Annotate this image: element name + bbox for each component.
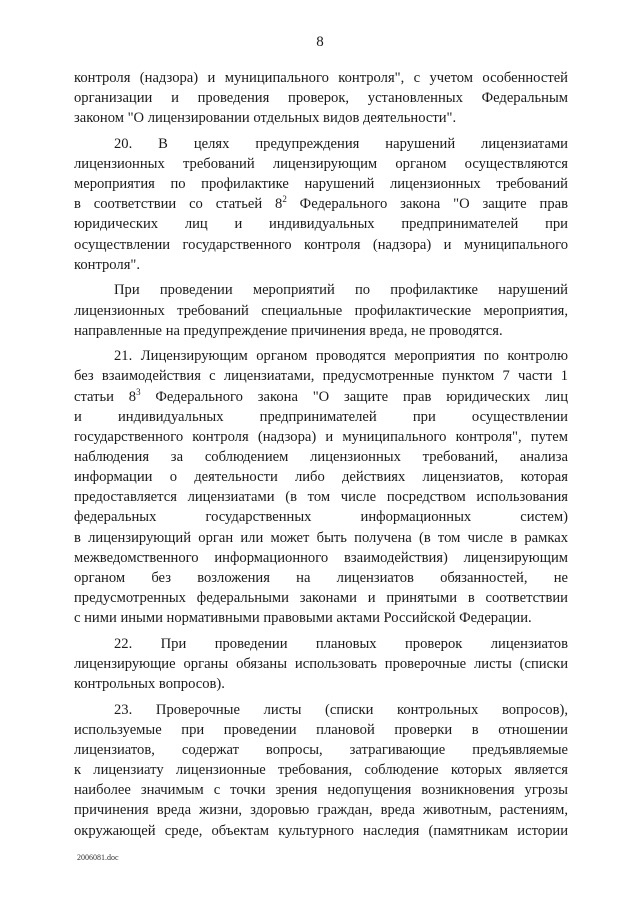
line-text: государственного контроля (надзора) и муниципального контроля", путем [74, 428, 568, 445]
text-line [74, 634, 568, 654]
line-text: 23. Проверочные листы (списки контрольных вопросов), [114, 701, 568, 718]
line-text: без взаимодействия с лицензиатами, предусмотренные пунктом 7 части 1 [74, 368, 568, 385]
line-text-continued: Федерального закона "О защите прав юридических лиц [140, 388, 568, 405]
text-line [74, 255, 568, 275]
text-line [74, 88, 568, 108]
line-text: лицензионных требований лицензирующим органом осуществляются [74, 156, 568, 173]
line-text: лицензирующие органы обязаны использовать проверочные листы (списки [74, 655, 568, 672]
line-text: мероприятия по профилактике нарушений лицензионных требований [74, 176, 568, 193]
line-text: организации и проведения проверок, установленных Федеральным [74, 90, 568, 107]
line-text: 21. Лицензирующим органом проводятся мероприятия по контролю [114, 348, 568, 365]
text-line [74, 507, 568, 527]
superscript: 2 [282, 194, 287, 205]
text-line [74, 387, 568, 407]
line-text: 22. При проведении плановых проверок лицензиатов [114, 635, 568, 652]
line-text: лицензиатов, содержат вопросы, затрагивающие предъявляемые [74, 742, 568, 758]
line-text: окружающей среде, объектам культурного наследия (памятникам истории [74, 822, 568, 839]
paragraph [74, 280, 568, 340]
text-line [74, 608, 568, 628]
line-text: и индивидуальных предпринимателей при осуществлении [74, 408, 568, 425]
line-text: контроля (надзора) и муниципального контроля", с учетом особенностей [74, 70, 568, 86]
text-line [74, 568, 568, 588]
line-text: с ними иными нормативными правовыми актами Российской Федерации. [74, 610, 532, 627]
line-text: законом "О лицензировании отдельных видов деятельности". [74, 110, 457, 127]
line-text: в соответствии со статьей 8 [74, 196, 283, 213]
text-line [74, 301, 568, 321]
line-text: к лицензиату лицензионные требования, соблюдение которых является [74, 762, 568, 779]
text-line [74, 214, 568, 234]
text-line [74, 346, 568, 366]
paragraph [74, 700, 568, 841]
line-text: наблюдения за соблюдением лицензионных требований, анализа [74, 449, 568, 466]
text-line [74, 800, 568, 820]
text-line [74, 674, 568, 694]
line-text: лицензионных требований специальные профилактические мероприятия, [74, 302, 568, 319]
line-text: наиболее значимым с точки зрения недопущения возникновения угрозы [74, 782, 568, 799]
text-line [74, 821, 568, 841]
text-line [74, 528, 568, 548]
text-line [74, 174, 568, 194]
paragraph [74, 134, 568, 275]
text-line [74, 194, 568, 214]
text-line [74, 720, 568, 740]
text-line [74, 780, 568, 800]
paragraph [74, 68, 568, 128]
text-line [74, 154, 568, 174]
text-line [74, 321, 568, 341]
text-line [74, 280, 568, 300]
line-text: предоставляется лицензиатами (в том числе посредством использования [74, 489, 568, 506]
superscript: 3 [136, 386, 141, 397]
text-line [74, 407, 568, 427]
line-text: используемые при проведении плановой проверки в отношении [74, 721, 568, 738]
document-body [74, 68, 568, 841]
page-number: 8 [316, 34, 324, 50]
text-line [74, 134, 568, 154]
line-text: При проведении мероприятий по профилактике нарушений [114, 282, 568, 299]
text-line [74, 760, 568, 780]
file-name-footer: 2006081.doc [77, 853, 119, 862]
line-text-continued: Федерального закона "О защите прав [286, 196, 568, 213]
text-line [74, 654, 568, 674]
text-line [74, 700, 568, 720]
line-text: органом без возложения на лицензиатов обязанностей, не [74, 569, 568, 586]
text-line [74, 548, 568, 568]
line-text: предусмотренных федеральными законами и принятыми в соответствии [74, 590, 568, 607]
line-text: юридических лиц и индивидуальных предпринимателей при [74, 216, 568, 233]
text-line [74, 427, 568, 447]
line-text: осуществлении государственного контроля (надзора) и муниципального [74, 236, 568, 253]
text-line [74, 467, 568, 487]
paragraph [74, 634, 568, 694]
line-text: в лицензирующий орган или может быть получена (в том числе в рамках [74, 529, 568, 546]
line-text: направленные на предупреждение причинения вреда, не проводятся. [74, 322, 503, 339]
line-text: федеральных государственных информационных систем) [74, 509, 568, 526]
text-line [74, 740, 568, 760]
line-text: информации о деятельности либо действиях лицензиатов, которая [74, 469, 568, 486]
line-text: межведомственного информационного взаимодействия) лицензирующим [74, 549, 568, 566]
text-line [74, 108, 568, 128]
line-text: причинения вреда жизни, здоровью граждан, вреда животным, растениям, [74, 802, 568, 819]
text-line [74, 235, 568, 255]
line-text: статьи 8 [74, 388, 137, 405]
text-line [74, 68, 568, 88]
line-text: контрольных вопросов). [74, 676, 225, 693]
line-text: контроля". [74, 256, 141, 273]
text-line [74, 487, 568, 507]
text-line [74, 447, 568, 467]
line-text: 20. В целях предупреждения нарушений лицензиатами [114, 135, 568, 152]
text-line [74, 366, 568, 386]
text-line [74, 588, 568, 608]
paragraph [74, 346, 568, 628]
